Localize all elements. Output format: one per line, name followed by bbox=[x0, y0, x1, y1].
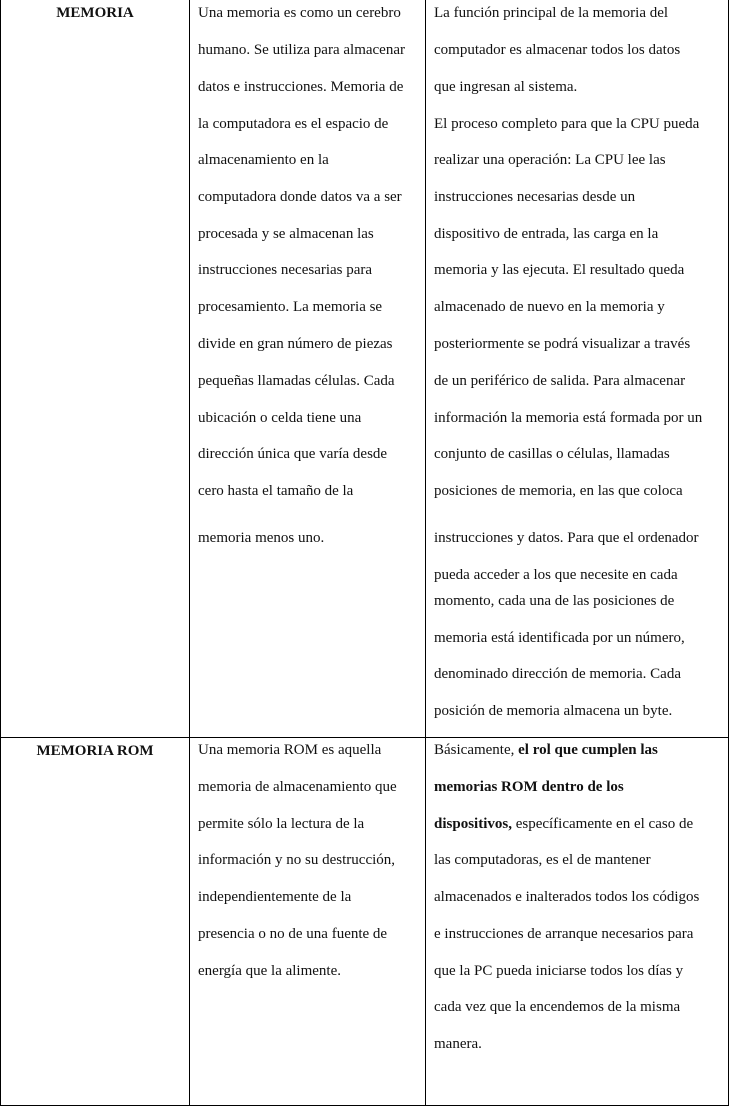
function-line: información la memoria está formada por un bbox=[434, 410, 703, 426]
function-line: pueda acceder a los que necesite en cada bbox=[434, 567, 678, 583]
definition-line: datos e instrucciones. Memoria de bbox=[198, 79, 404, 95]
function-line: instrucciones necesarias desde un bbox=[434, 189, 636, 205]
term-cell: MEMORIA ROM bbox=[36, 743, 154, 759]
definition-line: memoria menos uno. bbox=[198, 530, 325, 546]
definition-line: Una memoria ROM es aquella bbox=[198, 742, 382, 758]
definition-line: cero hasta el tamaño de la bbox=[198, 483, 354, 499]
function-line: que la PC pueda iniciarse todos los días y bbox=[434, 963, 684, 979]
function-line: memoria y las ejecuta. El resultado queda bbox=[434, 262, 685, 278]
definition-line: la computadora es el espacio de bbox=[198, 116, 389, 132]
function-line: posteriormente se podrá visualizar a través bbox=[434, 336, 691, 352]
function-line: momento, cada una de las posiciones de bbox=[434, 593, 675, 609]
function-line: La función principal de la memoria del bbox=[434, 5, 669, 21]
function-text-bold: el rol que cumplen las bbox=[518, 742, 658, 758]
function-line: dispositivo de entrada, las carga en la bbox=[434, 226, 659, 242]
column-divider bbox=[189, 738, 190, 1106]
table-row-memoria-rom bbox=[1, 737, 728, 1106]
column-divider bbox=[189, 0, 190, 737]
function-line: manera. bbox=[434, 1036, 482, 1052]
definition-line: procesada y se almacenan las bbox=[198, 226, 374, 242]
definition-line: pequeñas llamadas células. Cada bbox=[198, 373, 395, 389]
definition-line: energía que la alimente. bbox=[198, 963, 341, 979]
function-line: almacenados e inalterados todos los códigos bbox=[434, 889, 700, 905]
definition-line: procesamiento. La memoria se bbox=[198, 299, 383, 315]
function-line bbox=[434, 742, 658, 759]
definition-line: memoria de almacenamiento que bbox=[198, 779, 397, 795]
definition-line: computadora donde datos va a ser bbox=[198, 189, 402, 205]
definition-line: almacenamiento en la bbox=[198, 152, 329, 168]
function-line bbox=[434, 816, 693, 833]
function-line: denominado dirección de memoria. Cada bbox=[434, 666, 681, 682]
function-line: computador es almacenar todos los datos bbox=[434, 42, 681, 58]
term-cell: MEMORIA bbox=[56, 5, 134, 21]
definition-line: ubicación o celda tiene una bbox=[198, 410, 362, 426]
definition-line: permite sólo la lectura de la bbox=[198, 816, 365, 832]
function-line: posiciones de memoria, en las que coloca bbox=[434, 483, 683, 499]
function-line: las computadoras, es el de mantener bbox=[434, 852, 651, 868]
function-line: memorias ROM dentro de los bbox=[434, 779, 624, 795]
function-line: que ingresan al sistema. bbox=[434, 79, 578, 95]
function-line: cada vez que la encendemos de la misma bbox=[434, 999, 681, 1015]
function-line: El proceso completo para que la CPU pueda bbox=[434, 116, 700, 132]
column-divider bbox=[425, 738, 426, 1106]
definition-line: independientemente de la bbox=[198, 889, 352, 905]
column-divider bbox=[425, 0, 426, 737]
function-line: conjunto de casillas o células, llamadas bbox=[434, 446, 670, 462]
definition-line: Una memoria es como un cerebro bbox=[198, 5, 401, 21]
definition-line: presencia o no de una fuente de bbox=[198, 926, 388, 942]
function-text: Básicamente, bbox=[434, 742, 519, 758]
function-line: realizar una operación: La CPU lee las bbox=[434, 152, 666, 168]
function-text: específicamente en el caso de bbox=[511, 816, 694, 832]
function-line: almacenado de nuevo en la memoria y bbox=[434, 299, 665, 315]
function-text-bold: dispositivos, bbox=[434, 816, 512, 832]
function-line: memoria está identificada por un número, bbox=[434, 630, 685, 646]
definition-line: información y no su destrucción, bbox=[198, 852, 396, 868]
definition-line: dirección única que varía desde bbox=[198, 446, 388, 462]
function-line: de un periférico de salida. Para almacenar bbox=[434, 373, 686, 389]
definition-line: divide en gran número de piezas bbox=[198, 336, 393, 352]
definition-line: instrucciones necesarias para bbox=[198, 262, 373, 278]
function-line: posición de memoria almacena un byte. bbox=[434, 703, 673, 719]
function-line: e instrucciones de arranque necesarios para bbox=[434, 926, 694, 942]
function-line: instrucciones y datos. Para que el ordenador bbox=[434, 530, 699, 546]
table-row-memoria bbox=[1, 0, 728, 737]
definition-line: humano. Se utiliza para almacenar bbox=[198, 42, 405, 58]
